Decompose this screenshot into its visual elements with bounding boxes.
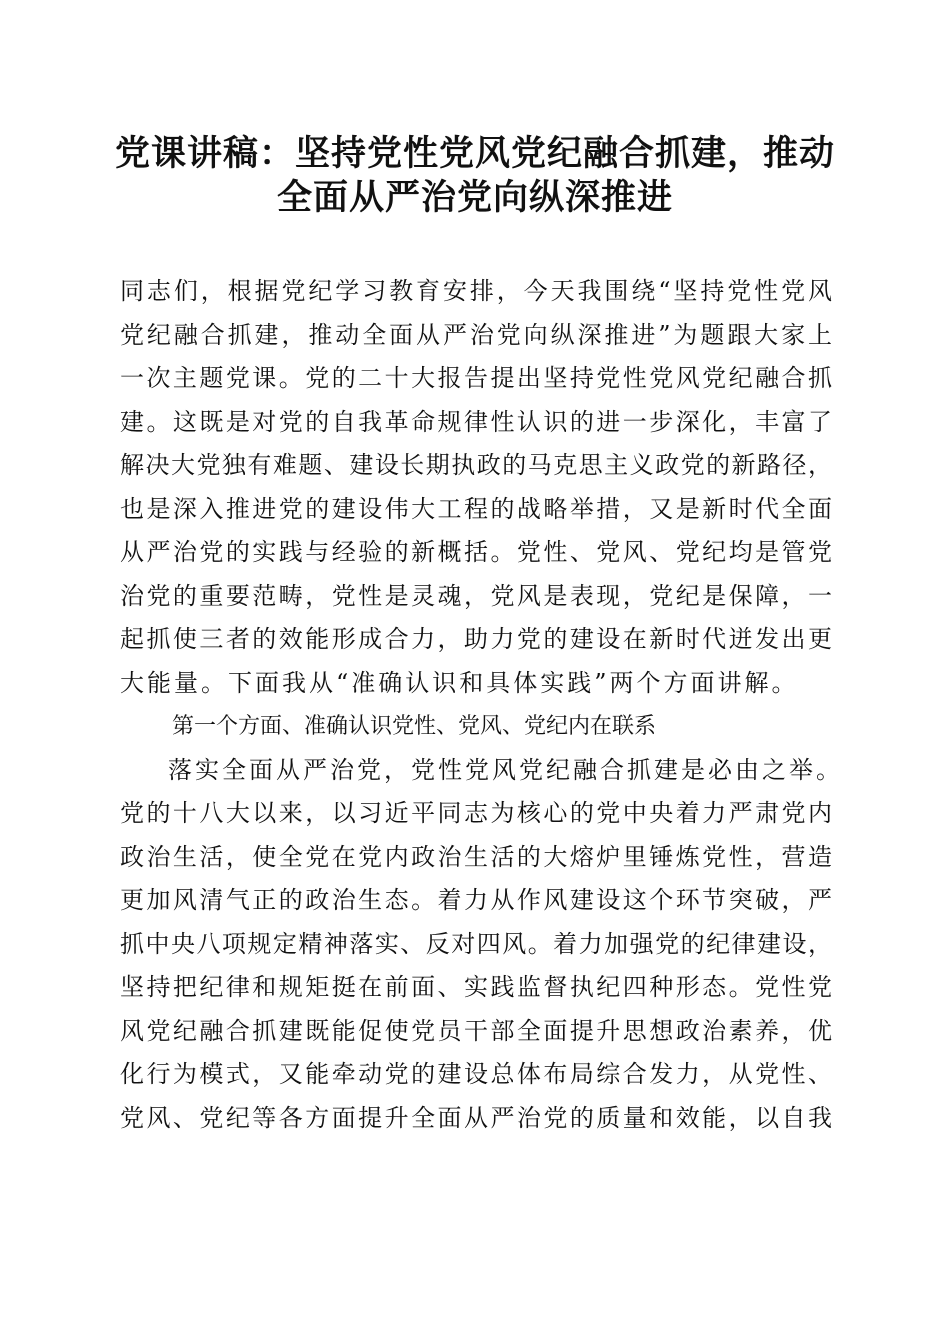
text-line: 化行为模式，又能牵动党的建设总体布局综合发力，从党性、	[120, 1060, 832, 1088]
document-body	[120, 270, 843, 1140]
text-line: 党风、党纪等各方面提升全面从严治党的质量和效能，以自我	[120, 1103, 832, 1132]
text-line: 大能量。下面我从“准确认识和具体实践”两个方面讲解。	[120, 668, 799, 697]
text-line: 一次主题党课。党的二十大报告提出坚持党性党风党纪融合抓	[120, 364, 832, 392]
document-title	[100, 132, 850, 220]
text-line: 风党纪融合抓建既能促使党员干部全面提升思想政治素养，优	[120, 1016, 832, 1045]
title-line: 党课讲稿：坚持党性党风党纪融合抓建，推动	[114, 134, 835, 174]
text-line: 坚持把纪律和规矩挺在前面、实践监督执纪四种形态。党性党	[120, 973, 832, 1001]
text-line: 建。这既是对党的自我革命规律性认识的进一步深化，丰富了	[120, 407, 832, 436]
section-heading: 第一个方面、准确认识党性、党风、党纪内在联系	[172, 714, 657, 739]
text-line: 党的十八大以来，以习近平同志为核心的党中央着力严肃党内	[120, 799, 832, 827]
text-line: 抓中央八项规定精神落实、反对四风。着力加强党的纪律建设，	[120, 929, 832, 958]
text-line: 治党的重要范畴，党性是灵魂，党风是表现，党纪是保障，一	[120, 581, 832, 610]
text-line: 政治生活，使全党在党内政治生活的大熔炉里锤炼党性，营造	[120, 842, 832, 871]
text-line: 解决大党独有难题、建设长期执政的马克思主义政党的新路径，	[120, 451, 832, 479]
text-line: 落实全面从严治党，党性党风党纪融合抓建是必由之举。	[168, 755, 843, 784]
text-line: 也是深入推进党的建设伟大工程的战略举措，又是新时代全面	[120, 494, 832, 523]
text-line: 党纪融合抓建，推动全面从严治党向纵深推进”为题跟大家上	[120, 320, 832, 349]
text-line: 同志们，根据党纪学习教育安排，今天我围绕“坚持党性党风	[120, 277, 832, 305]
text-line: 起抓使三者的效能形成合力，助力党的建设在新时代迸发出更	[120, 625, 832, 653]
text-line: 更加风清气正的政治生态。着力从作风建设这个环节突破，严	[120, 886, 832, 914]
text-line: 从严治党的实践与经验的新概括。党性、党风、党纪均是管党	[120, 538, 832, 566]
title-line: 全面从严治党向纵深推进	[276, 178, 673, 218]
paragraph-section-1	[120, 749, 843, 1141]
paragraph-intro	[120, 270, 832, 705]
